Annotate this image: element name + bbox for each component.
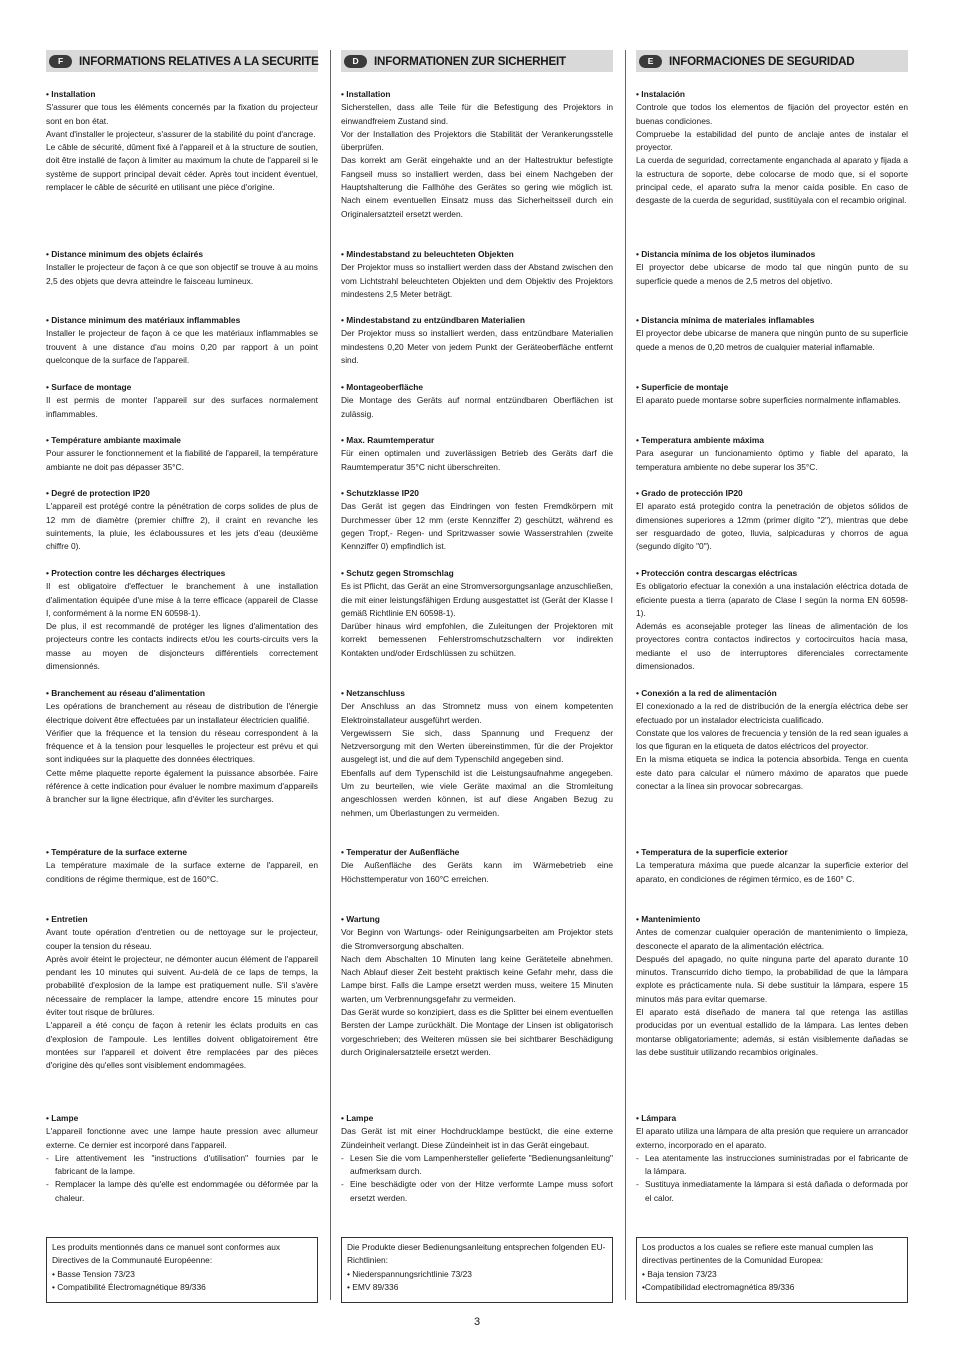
section-installation: • Installation Sicherstellen, dass alle Teile für die Befestigung des Projektors in einwandfreiem Zustand sind. Vor der Installation des Projektors die Stabilität der Verankerungsstelle überprüfen. Das korrekt am Gerät eingehakte und an der Haltestruktur befestigte Fangseil muss so installiert werden, dass bei einem Nachgeben der Hauptshalterung die Fallhöhe des Gerätes so gering wie möglich ist. Nach einem eventuellen Einsatz muss das Sicherheitsseil durch ein Originalersatzteil ersetzt werden. — [341, 89, 613, 219]
language-badge: E — [639, 55, 662, 68]
section-electric-shock: • Protección contra descargas eléctricas Es obligatorio efectuar la conexión a una instalación eléctrica dotada de eficiente puesta a tierra (aparato de Clase I según la norma EN 60598-1). Además es aconsejable proteger las líneas de alimentación de los proyectores contra contactos indirectos y cortocircuitos hacia masa, mediante el uso de interruptores diferenciales correctamente dimensionados. — [636, 568, 908, 672]
compliance-box: Les produits mentionnés dans ce manuel sont conformes aux Directives de la Communauté Européenne: • Basse Tension 73/23 • Compatibilité Électromagnétique 89/336 — [46, 1237, 318, 1303]
section-electric-shock: • Protection contre les décharges électriques Il est obligatoire d'effectuer le branchement à une installation d'alimentation équipée d'une mise à la terre efficace (appareil de Classe I, conformément à la norme EN 60598-1). De plus, il est recommandé de protéger les lignes d'alimentation des projecteurs contre les contacts indirects et/ou les courts-circuits vers la masse au moyen de disjoncteurs différentiels correctement dimensionnés. — [46, 568, 318, 672]
header-title: INFORMATIONS RELATIVES A LA SECURITE — [79, 54, 319, 68]
column-spanish — [636, 50, 908, 1292]
section-lamp: • Lampe Das Gerät ist mit einer Hochdrucklampe bestückt, die eine externe Zündeinheit verlangt. Diese Zündeinheit ist in das Gerät eingebaut. - Lesen Sie die vom Lampenhersteller gelieferte "Bedienungsanleitung" aufmerksam durch. - Eine beschädigte oder von der Hitze verformte Lampe muss sofort ersetzt werden. — [341, 1112, 613, 1205]
section-surface-temperature: • Température de la surface externe La température maximale de la surface externe de l'appareil, en conditions de régime thermique, est de 160°C. — [46, 847, 318, 884]
section-distance-flammable: • Distancia mínima de materiales inflamables El proyector debe ubicarse de manera que ningún punto de su superficie quede a menos de 0,20 metros de cualquier material inflamable. — [636, 315, 908, 352]
section-maintenance: • Entretien Avant toute opération d'entretien ou de nettoyage sur le projecteur, couper la tension du réseau. Après avoir éteint le projecteur, ne démonter aucun élément de l'appareil pendant les 10 minutes qui suivent. Au-delà de ce laps de temps, la probabilité d'explosion de la lampe est pratiquement nulle. S'il s'avère nécessaire de remplacer la lampe, attendre encore 15 minutes pour éviter tout risque de brûlures. L'appareil a été conçu de façon à retenir les éclats produits en cas d'explosion de l'ampoule. Les lentilles doivent obligatoirement être montées sur l'appareil et doivent être remplacées par des pièces d'origine dès qu'elles sont visiblement endommagées. — [46, 914, 318, 1071]
section-mains-connection: • Conexión a la red de alimentación El conexionado a la red de distribución de la energía eléctrica debe ser efectuado por un instalador electricista cualificado. Constate que los valores de frecuencia y tensión de la red sean iguales a los que figuran en la etiqueta de datos eléctricos del proyector. En la misma etiqueta se indica la potencia absorbida. Tenga en cuenta este dato para calcular el número máximo de aparatos que puede conectar a la línea sin provocar sobrecargas. — [636, 688, 908, 792]
list-item: - Eine beschädigte oder von der Hitze verformte Lampe muss sofort ersetzt werden. — [341, 1178, 613, 1205]
section-lamp: • Lámpara El aparato utiliza una lámpara de alta presión que requiere un arrancador externo, incorporado en el aparato. - Lea atentamente las instrucciones suministradas por el fabricante de la lámpara. - Sustituya inmediatamente la lámpara si está dañada o deformada por el calor. — [636, 1112, 908, 1205]
column-german — [341, 50, 613, 1292]
section-installation: • Instalación Controle que todos los elementos de fijación del proyector estén en buenas condiciones. Compruebe la estabilidad del punto de anclaje antes de instalar el proyector. La cuerda de seguridad, correctamente enganchada al aparato y fijada a la estructura de soporte, debe colocarse de modo que, si el soporte principal cede, el aparato sufra la menor caída posible. En caso de desgaste de la cuerda de seguridad, sustitúyala con el recambio original. — [636, 89, 908, 206]
section-header — [636, 50, 908, 72]
section-maintenance: • Mantenimiento Antes de comenzar cualquier operación de mantenimiento o limpieza, desconecte el aparato de la alimentación eléctrica. Después del apagado, no quite ninguna parte del aparato durante 10 minutos. Transcurrido dicho tiempo, la probabilidad de que la lámpara explote es prácticamente nula. Si debe sustituir la lámpara, espere 15 minutos más para evitar quemarse. El aparato está diseñado de manera tal que retenga las astillas producidas por un eventual estallido de la lámpara. Las lentes deben montarse obligatoriamente; además, si están visiblemente dañadas se las debe sustituir utilizando recambios originales. — [636, 914, 908, 1057]
section-header — [341, 50, 613, 72]
list-item: - Lesen Sie die vom Lampenhersteller gelieferte "Bedienungsanleitung" aufmerksam durch. — [341, 1152, 613, 1179]
section-ambient-temperature: • Max. Raumtemperatur Für einen optimalen und zuverlässigen Betrieb des Geräts darf die Raumtemperatur 35°C nicht überschreiten. — [341, 435, 613, 472]
section-mounting-surface: • Montageoberfläche Die Montage des Geräts auf normal entzündbaren Oberflächen ist zulässig. — [341, 382, 613, 419]
section-surface-temperature: • Temperatura de la superficie exterior La temperatura máxima que puede alcanzar la superficie exterior del aparato, en condiciones de régimen térmico, es de 160° C. — [636, 847, 908, 884]
header-title: INFORMACIONES DE SEGURIDAD — [669, 54, 855, 68]
section-distance-flammable: • Distance minimum des matériaux inflammables Installer le projecteur de façon à ce que les matériaux inflammables se trouvent à une distance d'au moins 0,20 par rapport à un point quelconque de la surface de l'appareil. — [46, 315, 318, 365]
section-mains-connection: • Netzanschluss Der Anschluss an das Stromnetz muss von einem kompetenten Elektroinstallateur ausgeführt werden. Vergewissern Sie sich, dass Spannung und Frequenz der Netzversorgung mit den Werten übereinstimmen, für die der Projektor ausgelegt ist, und die auf dem Typenschild angegeben sind. Ebenfalls auf dem Typenschild ist die Leistungsaufnahme angegeben. Um zu beurteilen, wie viele Geräte maximal an die Stromleitung angeschlossen werden können, ist auf diese Angaben Bezug zu nehmen, um Überlastungen zu vermeiden. — [341, 688, 613, 818]
compliance-box: Die Produkte dieser Bedienungsanleitung entsprechen folgenden EU-Richtlinien: • Niederspannungsrichtlinie 73/23 • EMV 89/336 — [341, 1237, 613, 1303]
column-divider — [625, 50, 626, 1300]
section-distance-objects: • Mindestabstand zu beleuchteten Objekten Der Projektor muss so installiert werden dass der Abstand zwischen den vom Lichtstrahl beleuchteten Objekten und dem Objektiv des Projektors mindestens 2,5 Meter beträgt. — [341, 249, 613, 299]
column-divider — [330, 50, 331, 1300]
section-maintenance: • Wartung Vor Beginn von Wartungs- oder Reinigungsarbeiten am Projektor stets die Stromversorgung abschalten. Nach dem Abschalten 10 Minuten lang keine Geräteteile abnehmen. Nach Ablauf dieser Zeit besteht praktisch keine Gefahr mehr, dass die Lampe birst. Falls die Lampe ersetzt werden muss, weitere 15 Minuten warten, um Verbrennungsgefahr zu vermeiden. Das Gerät wurde so konzipiert, dass es die Splitter bei einem eventuellen Bersten der Lampe zurückhält. Die Montage der Linsen ist obligatorisch vorgeschrieben; des Weiteren müssen sie bei sichtbarer Beschädigung durch Originalersatzteile ersetzt werden. — [341, 914, 613, 1057]
section-distance-objects: • Distance minimum des objets éclairés Installer le projecteur de façon à ce que son objectif se trouve à au moins 2,5 des objets que devra atteindre le faisceau lumineux. — [46, 249, 318, 286]
list-item: - Lea atentamente las instrucciones suministradas por el fabricante de la lámpara. — [636, 1152, 908, 1179]
section-ambient-temperature: • Température ambiante maximale Pour assurer le fonctionnement et la fiabilité de l'appareil, la température ambiante ne doit pas dépasser 35°C. — [46, 435, 318, 472]
list-item: - Remplacer la lampe dès qu'elle est endommagée ou déformée par la chaleur. — [46, 1178, 318, 1205]
section-surface-temperature: • Temperatur der Außenfläche Die Außenfläche des Geräts kann im Wärmebetrieb eine Höchsttemperatur von 160°C erreichen. — [341, 847, 613, 884]
compliance-box: Los productos a los cuales se refiere este manual cumplen las directivas pertinentes de la Comunidad Europea: • Baja tension 73/23 •Compatibilidad electromagnética 89/336 — [636, 1237, 908, 1303]
section-protection-degree: • Degré de protection IP20 L'appareil est protégé contre la pénétration de corps solides de plus de 12 mm de diamètre (premier chiffre 2), il craint en revanche les suintements, la pluie, les éclaboussures et les jets d'eau (deuxième chiffre 0). — [46, 488, 318, 552]
list-item: - Sustituya inmediatamente la lámpara si está dañada o deformada por el calor. — [636, 1178, 908, 1205]
section-lamp: • Lampe L'appareil fonctionne avec une lampe haute pression avec allumeur externe. Ce dernier est incorporé dans l'appareil. - Lire attentivement les "instructions d'utilisation" fournies par le fabricant de la lampe. - Remplacer la lampe dès qu'elle est endommagée ou déformée par la chaleur. — [46, 1112, 318, 1205]
list-item: - Lire attentivement les "instructions d'utilisation" fournies par le fabricant de la lampe. — [46, 1152, 318, 1179]
section-electric-shock: • Schutz gegen Stromschlag Es ist Pflicht, das Gerät an eine Stromversorgungsanlage anzuschließen, die mit einer leistungsfähigen Erdung ausgestattet ist (Gerät der Klasse I gemäß Richtlinie EN 60598-1). Darüber hinaus wird empfohlen, die Zuleitungen der Projektoren mit korrekt bemessenen Fehlerstromschutzschaltern vor indirekten Kontakten und/oder Erdschlüssen zu schützen. — [341, 568, 613, 658]
section-distance-flammable: • Mindestabstand zu entzündbaren Materialien Der Projektor muss so installiert werden, dass entzündbare Materialien mindestens 0,20 Meter von jedem Punkt der Geräteoberfläche entfernt sind. — [341, 315, 613, 365]
section-protection-degree: • Schutzklasse IP20 Das Gerät ist gegen das Eindringen von festen Fremdkörpern mit Durchmesser über 12 mm (erste Kennziffer 2) geschützt, während es gegen Tropf,- Regen- und Spritzwasser sowie Wasserstrahlen (zweite Kennziffer 0) empfindlich ist. — [341, 488, 613, 552]
section-mounting-surface: • Superficie de montaje El aparato puede montarse sobre superficies normalmente inflamables. — [636, 382, 901, 406]
page-number: 3 — [473, 1316, 481, 1328]
section-mains-connection: • Branchement au réseau d'alimentation Les opérations de branchement au réseau de distribution de l'énergie électrique doivent être effectuées par un installateur électricien qualifié. Vérifier que la fréquence et la tension du réseau correspondent à la fréquence et à la tension pour lesquelles le projecteur est prévu et qui sont indiquées sur la plaquette des données électriques. Cette même plaquette reporte également la puissance absorbée. Faire référence à cette indication pour évaluer le nombre maximum d'appareils à brancher sur la ligne électrique, afin d'éviter les surcharges. — [46, 688, 318, 805]
header-title: INFORMATIONEN ZUR SICHERHEIT — [374, 54, 566, 68]
section-distance-objects: • Distancia mínima de los objetos iluminados El proyector debe ubicarse de modo tal que ningún punto de su superficie quede a menos de 2,5 metros del objetivo. — [636, 249, 908, 286]
section-mounting-surface: • Surface de montage Il est permis de monter l'appareil sur des surfaces normalement inflammables. — [46, 382, 318, 419]
section-installation: • Installation S'assurer que tous les éléments concernés par la fixation du projecteur sont en bon état. Avant d'installer le projecteur, s'assurer de la stabilité du point d'ancrage. Le câble de sécurité, dûment fixé à l'appareil et à la structure de soutien, doit être installé de façon à limiter au maximum la chute de l'appareil si le système de support principal devait céder. Après tout incident éventuel, remplacer le câble de sécurité en utilisant une pièce d'origine. — [46, 89, 318, 193]
section-header — [46, 50, 318, 72]
language-badge: F — [49, 55, 72, 68]
section-protection-degree: • Grado de protección IP20 El aparato está protegido contra la penetración de objetos sólidos de dimensiones superiores a 12mm (primer dígito "2"), mientras que debe ser resguardado de goteo, lluvia, salpicaduras y chorros de agua (segundo dígito "0"). — [636, 488, 908, 552]
column-french — [46, 50, 319, 1292]
language-badge: D — [344, 55, 367, 68]
section-ambient-temperature: • Temperatura ambiente máxima Para asegurar un funcionamiento óptimo y fiable del aparato, la temperatura ambiente no debe superar los 35°C. — [636, 435, 908, 472]
